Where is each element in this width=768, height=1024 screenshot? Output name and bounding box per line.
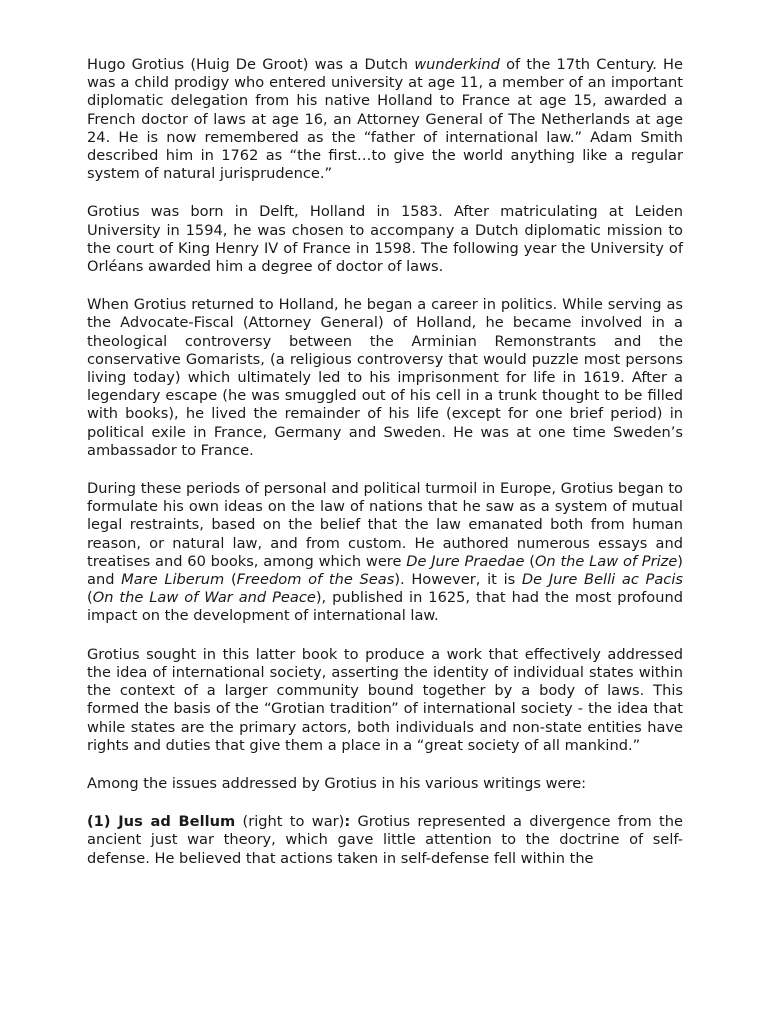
paragraph-birth: Grotius was born in Delft, Holland in 1583. After matriculating at Leiden University in 1594, he was chosen to accompany a Dutch diplomatic mission to the court of King Henry IV of France in 1598. The following year the University of Orléans awarded him a degree of doctor of laws. — [87, 203, 683, 276]
text-span: ( — [524, 552, 535, 570]
paragraph-issues-intro: Among the issues addressed by Grotius in his various writings were: — [87, 774, 587, 792]
text-span: ( — [224, 571, 237, 589]
paragraph-jus-ad-bellum — [87, 813, 683, 868]
text-span: ), published in 1625, that had the most profound impact on the development of international law. — [87, 589, 683, 625]
text-span: During these periods of personal and political turmoil in Europe, Grotius began to formulate his own ideas on the law of nations that he saw as a system of mutual legal restraints, based on the belief that the law emanated both from human reason, or natural law, and from custom. He authored numerous essays and treatises and 60 books, among which were — [87, 480, 683, 570]
paragraph-politics: When Grotius returned to Holland, he began a career in politics. While serving as the Advocate-Fiscal (Attorney General) of Holland, he became involved in a theological controversy between the Arminian Remonstrants and the conservative Gomarists, (a religious controversy that would puzzle most persons living today) which ultimately led to his imprisonment for life in 1619. After a legendary escape (he was smuggled out of his cell in a trunk thought to be filled with books), he lived the remainder of his life (except for one brief period) in political exile in France, Germany and Sweden. He was at one time Sweden’s ambassador to France. — [87, 296, 683, 459]
italic-title: Freedom of the Seas — [236, 571, 395, 589]
text-span: ) and — [87, 552, 683, 589]
text-span: of the 17th Century. He was a child prodigy who entered university at age 11, a member of an important diplomatic delegation from his native Holland to France at age 15, awarded a French doctor of laws at age 16, an Attorney General of The Netherlands at age 24. He is now remembered as the “father of international law.” Adam Smith described him in 1762 as “the first…to give the world anything like a regular system of natural jurisprudence.” — [87, 56, 683, 183]
text-span: Hugo Grotius (Huig De Groot) was a Dutch — [87, 56, 415, 73]
italic-term: wunderkind — [414, 56, 500, 73]
text-span: ( — [87, 589, 93, 607]
paragraph-works — [87, 480, 683, 626]
paragraph-intro — [87, 56, 683, 183]
italic-title: De Jure Belli ac Pacis — [521, 571, 683, 589]
text-span: Grotius represented a divergence from the ancient just war theory, which gave little attention to the doctrine of self-defense. He believed that actions taken in self-defense fell within the — [87, 813, 684, 867]
document-page — [87, 56, 683, 886]
italic-title: On the Law of War and Peace — [92, 589, 316, 607]
text-span: ). However, it is — [394, 571, 522, 589]
italic-title: Mare Liberum — [121, 571, 225, 589]
text-span: (right to war) — [235, 813, 345, 831]
paragraph-society: Grotius sought in this latter book to produce a work that effectively addressed the idea of international society, asserting the identity of individual states within the context of a larger community bound together by a body of laws. This formed the basis of the “Grotian tradition” of international society - the idea that while states are the primary actors, both individuals and non-state entities have rights and duties that give them a place in a “great society of all mankind.” — [87, 645, 683, 754]
bold-colon: : — [344, 813, 351, 831]
italic-title: On the Law of Prize — [534, 552, 678, 570]
bold-heading: (1) Jus ad Bellum — [87, 813, 236, 831]
italic-title: De Jure Praedae — [406, 552, 525, 570]
